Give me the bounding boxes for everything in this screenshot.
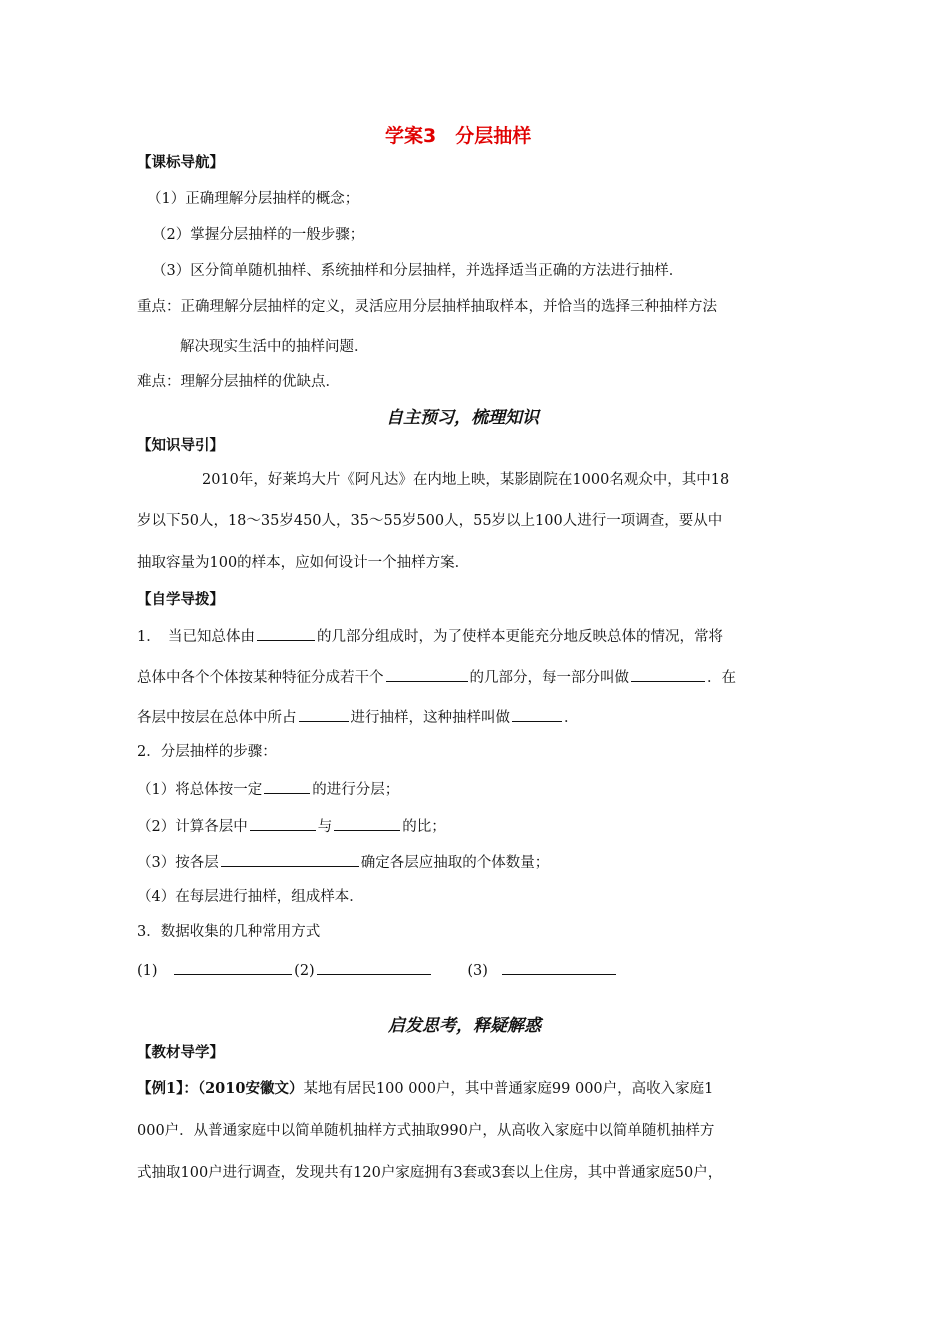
q3-line <box>137 959 618 981</box>
q2-blank-4[interactable] <box>221 851 359 867</box>
q1-text-g: 进行抽样，这种抽样叫做 <box>350 710 510 726</box>
q3-blank-3[interactable] <box>502 959 616 975</box>
q1-blank-2[interactable] <box>386 666 468 682</box>
q2-step-2-b: 与 <box>317 819 333 835</box>
q3-label-1: (1) <box>137 963 158 979</box>
q2-step-1 <box>137 778 399 800</box>
q3-heading: 3．数据收集的几种常用方式 <box>137 924 321 940</box>
intro-line-3: 抽取容量为100的样本，应如何设计一个抽样方案． <box>137 555 470 571</box>
example-text-1: 某地有居民100 000户，其中普通家庭99 000户，高收入家庭1 <box>303 1081 714 1097</box>
nav-item-1: （1）正确理解分层抽样的概念； <box>147 191 360 207</box>
q2-step-3 <box>137 851 549 873</box>
q2-blank-2[interactable] <box>250 815 316 831</box>
nav-item-3: （3）区分简单随机抽样、系统抽样和分层抽样，并选择适当正确的方法进行抽样． <box>152 263 684 279</box>
q2-step-3-a: （3）按各层 <box>137 855 219 871</box>
q2-step-2-c: 的比； <box>402 819 446 835</box>
example-label: 【例1】：（2010安徽文） <box>137 1080 304 1097</box>
self-study-heading: 【自学导拨】 <box>137 592 224 608</box>
q2-step-4: （4）在每层进行抽样，组成样本． <box>137 889 364 905</box>
intro-heading: 【知识导引】 <box>137 438 224 454</box>
page-title: 学案3 分层抽样 <box>385 125 532 147</box>
q3-label-3: (3) <box>467 963 488 979</box>
q1-text-h: ． <box>564 710 579 726</box>
q2-blank-3[interactable] <box>334 815 400 831</box>
q3-label-2: (2) <box>294 963 315 979</box>
q2-blank-1[interactable] <box>264 778 310 794</box>
q2-step-2 <box>137 815 446 837</box>
nav-item-2: （2）掌握分层抽样的一般步骤； <box>152 227 365 243</box>
key-point-line-2: 解决现实生活中的抽样问题． <box>180 339 369 355</box>
q1-text-a: 1． 当已知总体由 <box>137 629 255 645</box>
q3-blank-1[interactable] <box>174 959 292 975</box>
q1-blank-4[interactable] <box>299 706 349 722</box>
section-title-thinking: 启发思考，释疑解惑 <box>388 1016 541 1036</box>
q2-heading: 2．分层抽样的步骤： <box>137 744 277 760</box>
intro-line-2: 岁以下50人，18～35岁450人，35～55岁500人，55岁以上100人进行一项调查，要从中 <box>137 513 723 529</box>
q1-blank-1[interactable] <box>257 625 315 641</box>
example-line-1 <box>137 1079 713 1099</box>
q1-blank-5[interactable] <box>512 706 562 722</box>
q1-line-3 <box>137 706 579 728</box>
q1-blank-3[interactable] <box>631 666 705 682</box>
q1-text-d: 的几部分，每一部分叫做 <box>469 670 629 686</box>
q1-text-c: 总体中各个个体按某种特征分成若干个 <box>137 670 384 686</box>
q1-text-e: ．在 <box>707 670 736 686</box>
nav-heading: 【课标导航】 <box>137 155 224 171</box>
q2-step-1-a: （1）将总体按一定 <box>137 782 263 798</box>
example-line-2: 000户．从普通家庭中以简单随机抽样方式抽取990户，从高收入家庭中以简单随机抽样方 <box>137 1123 715 1139</box>
q1-text-f: 各层中按层在总体中所占 <box>137 710 297 726</box>
q3-blank-2[interactable] <box>317 959 431 975</box>
textbook-heading: 【教材导学】 <box>137 1045 224 1061</box>
key-point-line-1: 重点：正确理解分层抽样的定义，灵活应用分层抽样抽取样本，并恰当的选择三种抽样方法 <box>137 299 717 315</box>
q1-line-2 <box>137 666 736 688</box>
q2-step-2-a: （2）计算各层中 <box>137 819 248 835</box>
q2-step-3-b: 确定各层应抽取的个体数量； <box>360 855 550 871</box>
q1-line-1 <box>137 625 723 647</box>
q2-step-1-b: 的进行分层； <box>312 782 400 798</box>
q1-text-b: 的几部分组成时，为了使样本更能充分地反映总体的情况，常将 <box>316 629 723 645</box>
example-line-3: 式抽取100户进行调查，发现共有120户家庭拥有3套或3套以上住房，其中普通家庭50户， <box>137 1165 723 1181</box>
intro-line-1: 2010年，好莱坞大片《阿凡达》在内地上映，某影剧院在1000名观众中，其中18 <box>202 472 730 488</box>
difficulty-line: 难点：理解分层抽样的优缺点． <box>137 374 340 390</box>
section-title-preview: 自主预习，梳理知识 <box>386 408 539 428</box>
